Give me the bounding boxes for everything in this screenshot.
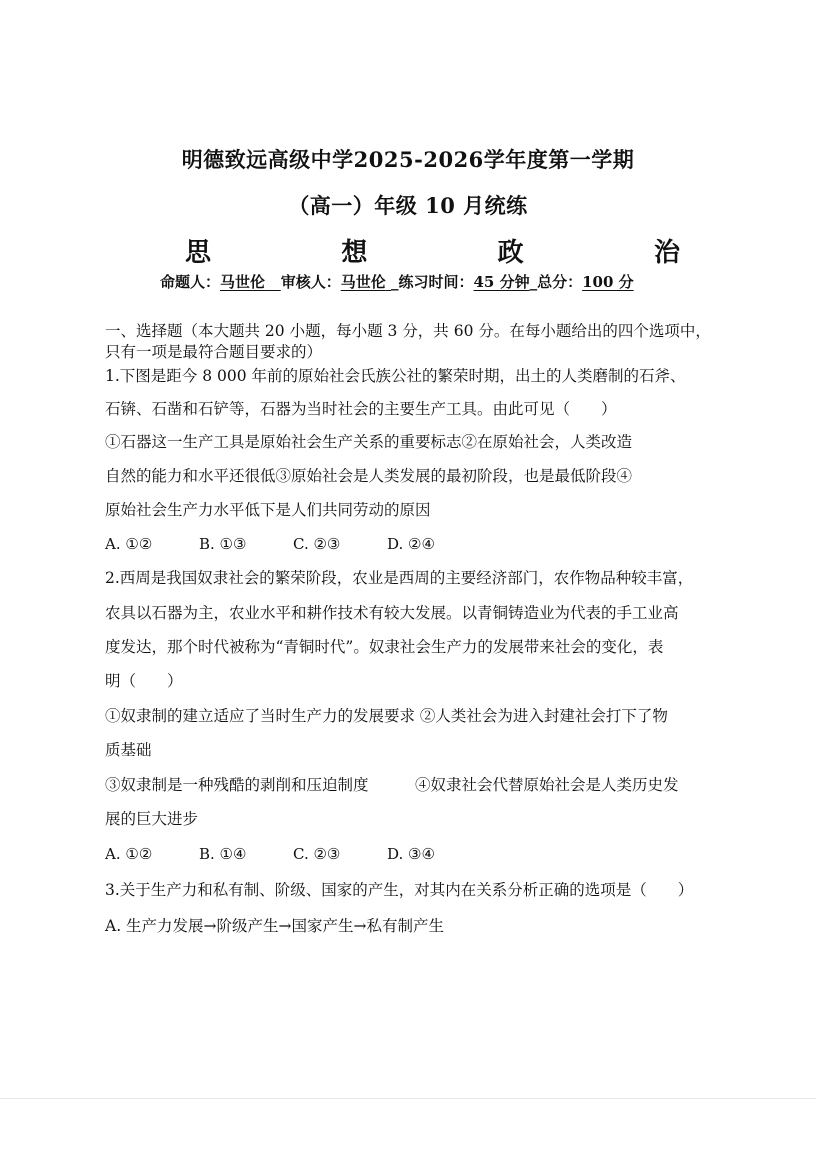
question-2-line: 2.西周是我国奴隶社会的繁荣阶段，农业是西周的主要经济部门，农作物品种较丰富，	[105, 569, 694, 587]
exam-title: 明德致远高级中学2025-2026学年度第一学期	[181, 147, 635, 172]
question-1-line: 1.下图是距今 8 000 年前的原始社会氏族公社的繁荣时期，出土的人类磨制的石斧、	[105, 367, 686, 385]
question-2-line: 农具以石器为主，农业水平和耕作技术有较大发展。以青铜铸造业为代表的手工业高	[105, 604, 679, 622]
page-edge-divider	[0, 1098, 816, 1099]
section-heading: 一、选择题（本大题共 20 小题，每小题 3 分，共 60 分。在每小题给出的四个选项中，	[105, 322, 711, 340]
reviewer-label: 审核人：	[280, 273, 341, 291]
question-1-line: 原始社会生产力水平低下是人们共同劳动的原因	[105, 501, 431, 519]
question-2-line: 质基础	[105, 741, 152, 759]
option-b: B. ①③	[199, 535, 247, 553]
setter-name: 马世伦	[220, 273, 266, 291]
score-value: 100 分	[582, 273, 634, 291]
question-2-options	[105, 845, 481, 863]
question-3-option-a: A. 生产力发展→阶级产生→国家产生→私有制产生	[105, 917, 445, 935]
question-2-line: 度发达，那个时代被称为“青铜时代”。奴隶社会生产力的发展带来社会的变化，表	[105, 638, 664, 656]
question-2-line: ①奴隶制的建立适应了当时生产力的发展要求 ②人类社会为进入封建社会打下了物	[105, 707, 668, 725]
option-d: D. ②④	[387, 535, 435, 553]
section-heading-cont: 只有一项是最符合题目要求的）	[105, 343, 323, 361]
question-1-options	[105, 535, 481, 553]
question-1-line: ①石器这一生产工具是原始社会生产关系的重要标志②在原始社会，人类改造	[105, 433, 633, 451]
subject-char: 想	[341, 238, 368, 268]
setter-label: 命题人：	[160, 273, 221, 291]
exam-subtitle: （高一）年级 10 月统练	[288, 193, 528, 218]
exam-meta: 命题人：马世伦 审核人：马世伦 _练习时间：45 分钟_总分：100 分	[160, 273, 634, 291]
subject-title	[185, 232, 680, 269]
option-b: B. ①④	[199, 845, 247, 863]
subject-char: 政	[497, 238, 524, 268]
subject-char: 治	[653, 238, 680, 268]
score-label: 总分：	[537, 273, 583, 291]
question-2-line: 展的巨大进步	[105, 810, 199, 828]
question-1-line: 石锛、石凿和石铲等，石器为当时社会的主要生产工具。由此可见（ ）	[105, 400, 617, 418]
option-a: A. ①②	[105, 845, 153, 863]
question-1-line: 自然的能力和水平还很低③原始社会是人类发展的最初阶段，也是最低阶段④	[105, 467, 633, 485]
option-c: C. ②③	[293, 535, 341, 553]
question-2-line: ③奴隶制是一种残酷的剥削和压迫制度 ④奴隶社会代替原始社会是人类历史发	[105, 776, 679, 794]
question-3-line: 3.关于生产力和私有制、阶级、国家的产生，对其内在关系分析正确的选项是（ ）	[105, 881, 694, 899]
option-d: D. ③④	[387, 845, 435, 863]
question-2-line: 明（ ）	[105, 672, 183, 690]
option-c: C. ②③	[293, 845, 341, 863]
subject-char: 思	[185, 238, 212, 268]
option-a: A. ①②	[105, 535, 153, 553]
time-value: 45 分钟	[473, 273, 530, 291]
time-label: 练习时间：	[398, 273, 474, 291]
reviewer-name: 马世伦	[340, 273, 386, 291]
